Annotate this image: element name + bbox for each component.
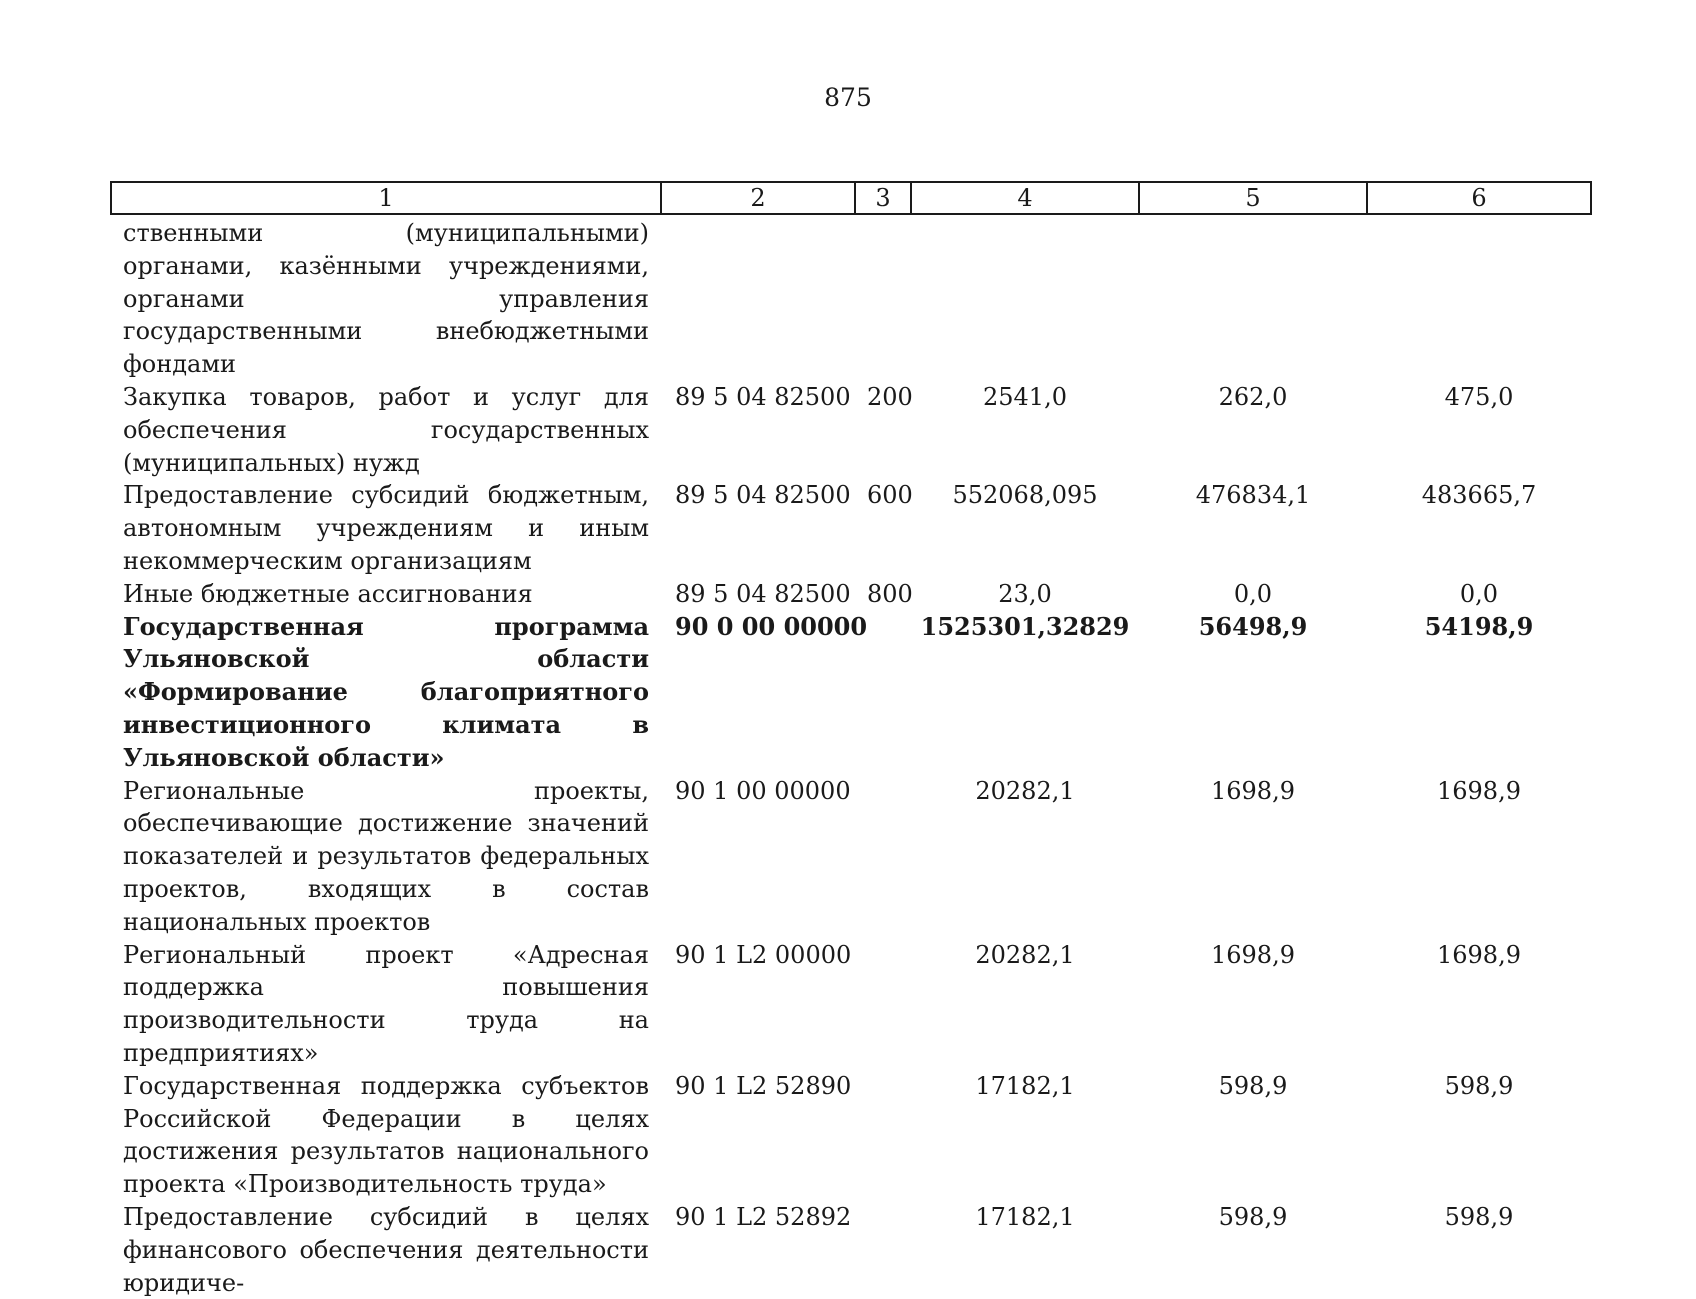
row-value-col6: 598,9 [1444,1202,1514,1231]
row-expense-type: 200 [867,382,913,411]
row-value-col5: 598,9 [1218,1202,1288,1231]
row-value-col4: 552068,095 [952,481,1098,510]
row-expense-type [855,214,911,381]
row-value-col6: 0,0 [1459,579,1499,608]
column-header-2: 2 [661,182,855,214]
row-name: Региональные проекты, обеспечивающие достижение значений показателей и результатов федеральных проектов, входящих в состав национальных проектов [123,776,649,936]
row-value-col5: 598,9 [1218,1071,1288,1100]
column-header-6: 6 [1367,182,1591,214]
row-value-col4: 17182,1 [975,1071,1075,1100]
row-expense-type: 800 [867,579,913,608]
table-row [111,1201,1591,1299]
row-value-col5 [1139,214,1367,381]
row-value-col4: 2541,0 [983,382,1067,411]
row-value-col6: 598,9 [1444,1071,1514,1100]
row-value-col4: 17182,1 [975,1202,1075,1231]
table-row [111,479,1591,577]
row-value-col6: 54198,9 [1424,611,1534,641]
row-value-col4: 20282,1 [975,940,1075,969]
row-value-col6: 475,0 [1444,382,1514,411]
table-row [111,1070,1591,1201]
row-name: Иные бюджетные ассигнования [123,579,533,608]
row-code: 90 1 L2 52890 [675,1071,852,1100]
table-row [111,775,1591,939]
row-code: 90 1 L2 00000 [675,940,852,969]
table-row [111,381,1591,479]
table-row-program [111,611,1591,775]
row-name: Государственная программа Ульяновской области «Формирование благоприятного инвестиционного климата в Ульяновской области» [123,611,649,772]
row-value-col4: 20282,1 [975,776,1075,805]
row-expense-type [855,775,911,939]
row-name: Закупка товаров, работ и услуг для обеспечения государственных (муниципальных) нужд [123,382,649,477]
row-name: Предоставление субсидий бюджетным, автономным учреждениям и иным некоммерческим организациям [123,481,649,575]
row-code: 89 5 04 82500 [675,579,851,608]
row-code [661,214,855,381]
row-name: Региональный проект «Адресная поддержка повышения производительности труда на предприятиях» [123,940,649,1067]
budget-table [110,181,1592,1299]
row-name: Государственная поддержка субъектов Российской Федерации в целях достижения результатов национального проекта «Производительность труда» [123,1071,649,1199]
row-code: 90 1 L2 52892 [675,1202,852,1231]
row-value-col4 [911,214,1139,381]
row-value-col5: 1698,9 [1211,776,1295,805]
column-header-5: 5 [1139,182,1367,214]
row-code: 90 0 00 00000 [675,611,868,641]
row-value-col5: 262,0 [1218,382,1288,411]
table-row [111,214,1591,381]
column-header-3: 3 [855,182,911,214]
row-value-col5: 476834,1 [1195,481,1311,510]
row-value-col6: 1698,9 [1437,940,1521,969]
row-name: Предоставление субсидий в целях финансового обеспечения деятельности юридиче- [123,1202,649,1297]
row-value-col5: 56498,9 [1198,611,1308,641]
table-row [111,939,1591,1070]
row-value-col6 [1367,214,1591,381]
table-row [111,578,1591,611]
row-code: 89 5 04 82500 [675,481,851,510]
row-name: ственными (муниципальными) органами, казёнными учреждениями, органами управления государственными внебюджетными фондами [123,219,649,379]
row-value-col5: 0,0 [1233,579,1273,608]
column-header-1: 1 [111,182,661,214]
row-value-col6: 483665,7 [1421,481,1537,510]
row-expense-type: 600 [867,481,913,510]
row-code: 89 5 04 82500 [675,382,851,411]
row-value-col4: 1525301,32829 [920,611,1130,641]
row-expense-type [855,1070,911,1201]
row-value-col4: 23,0 [998,579,1052,608]
table-header [111,182,1591,214]
column-header-4: 4 [911,182,1139,214]
row-expense-type [855,939,911,1070]
page-number: 875 [824,83,872,112]
table-body [111,214,1591,1299]
row-expense-type [855,1201,911,1299]
row-value-col5: 1698,9 [1211,940,1295,969]
row-value-col6: 1698,9 [1437,776,1521,805]
row-code: 90 1 00 00000 [675,776,851,805]
